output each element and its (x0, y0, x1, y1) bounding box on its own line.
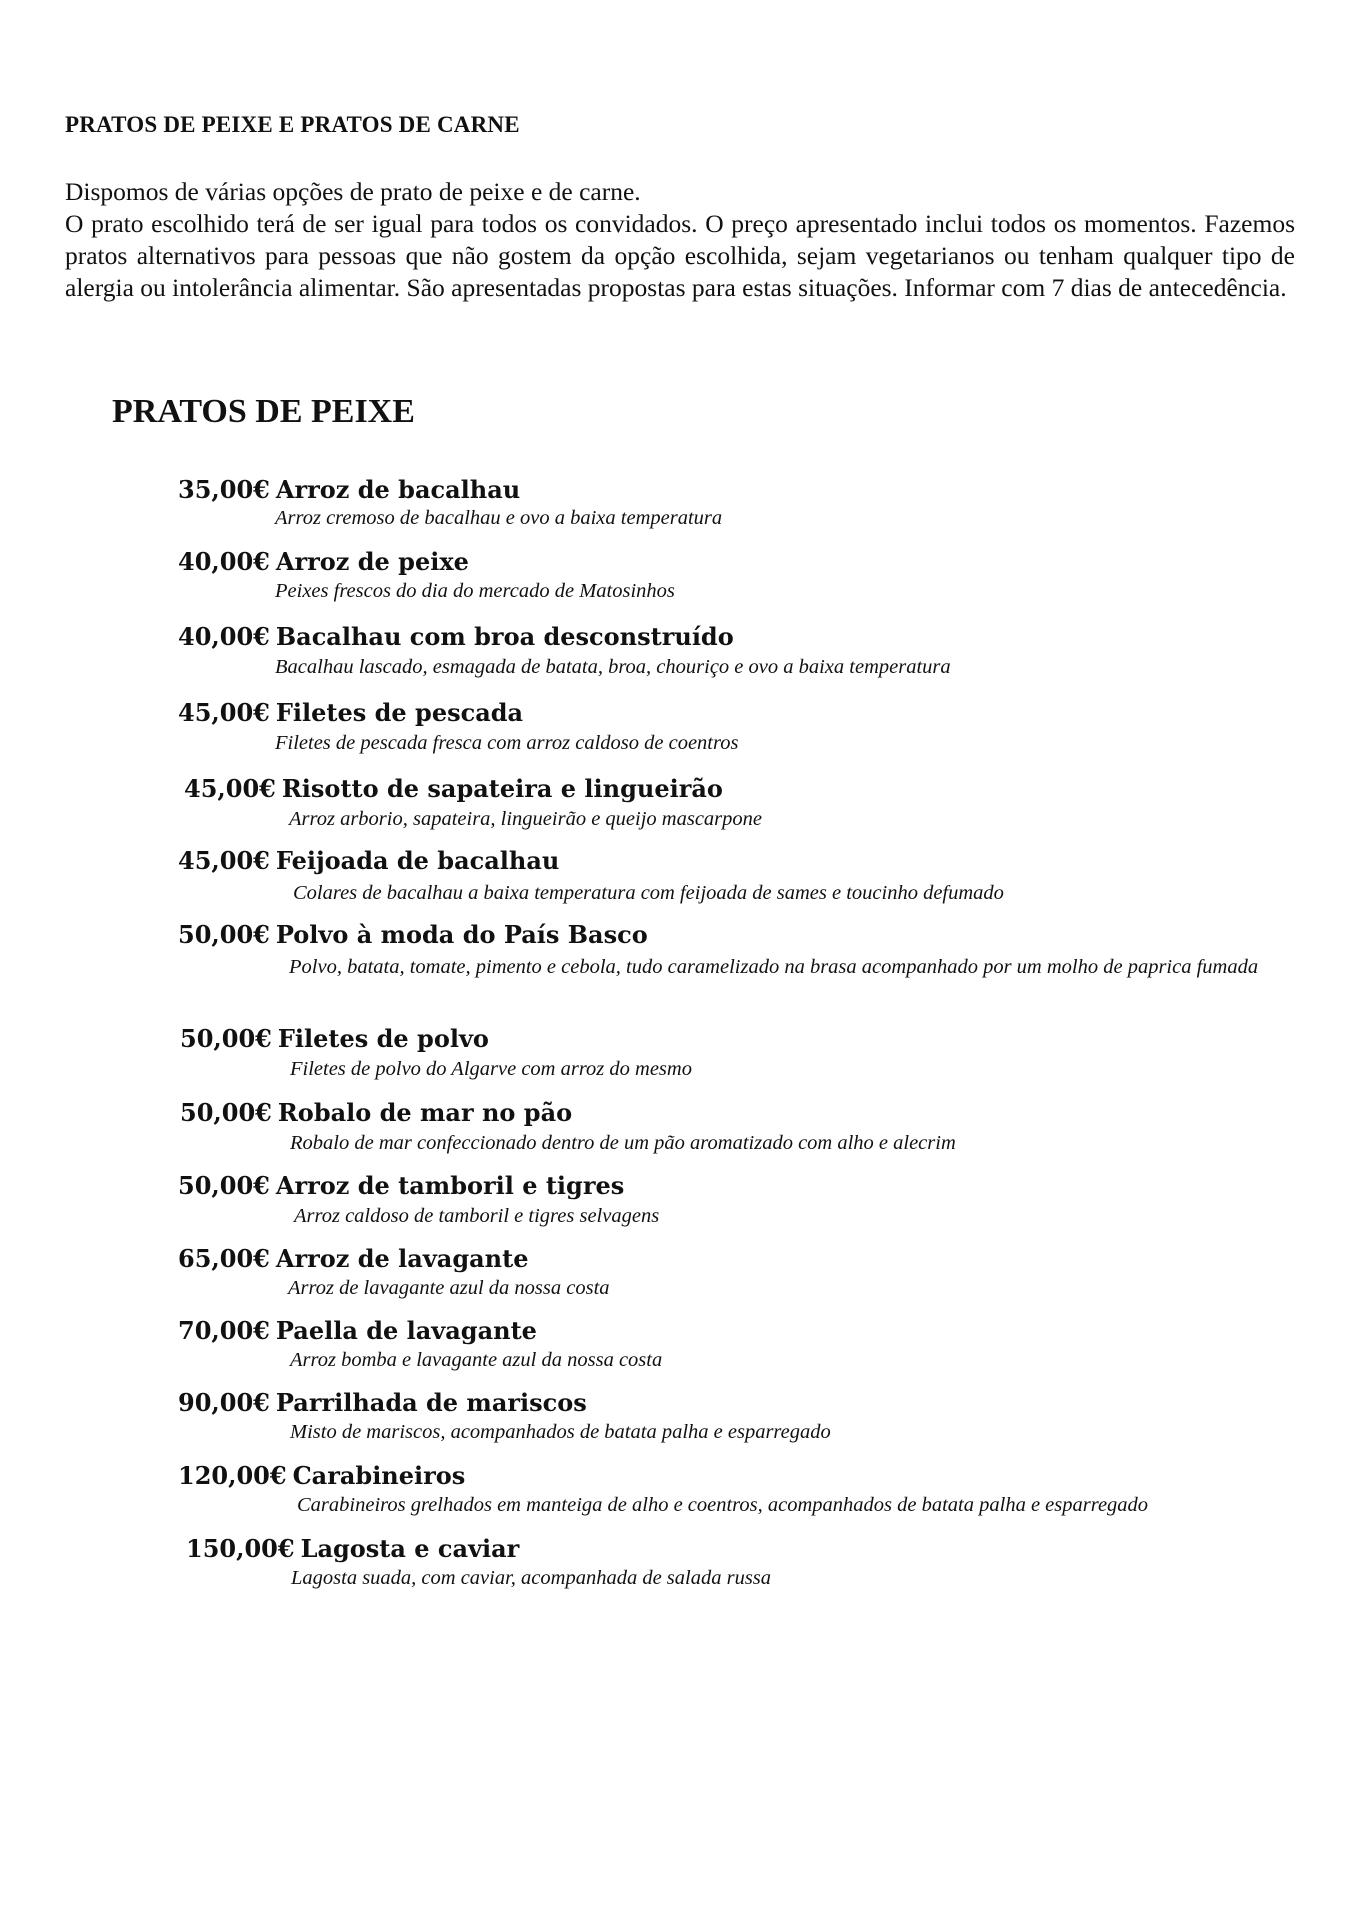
dish-name: Carabineiros (292, 1461, 466, 1490)
dish-price: 40,00€ (178, 547, 270, 576)
dish-description: Misto de mariscos, acompanhados de batata palha e esparregado (290, 1421, 831, 1443)
dish-title (178, 1316, 537, 1345)
dish-name: Bacalhau com broa desconstruído (275, 622, 734, 651)
dish-description: Arroz bomba e lavagante azul da nossa costa (290, 1349, 663, 1371)
intro-line: Dispomos de várias opções de prato de peixe e de carne. (65, 177, 641, 206)
document-heading: PRATOS DE PEIXE E PRATOS DE CARNE (65, 112, 520, 137)
dish-title (178, 1461, 465, 1490)
dish-description: Arroz cremoso de bacalhau e ovo a baixa temperatura (275, 507, 723, 529)
dish-title (178, 547, 469, 576)
dish-description: Filetes de pescada fresca com arroz caldoso de coentros (275, 732, 739, 754)
dish-price: 50,00€ (180, 1098, 272, 1127)
dish-title (178, 1388, 587, 1417)
dish-price: 50,00€ (180, 1024, 272, 1053)
dish-name: Paella de lavagante (275, 1316, 537, 1345)
dish-price: 45,00€ (184, 774, 276, 803)
dish-name: Risotto de sapateira e lingueirão (281, 774, 723, 803)
dish-title (178, 698, 523, 727)
dish-name: Polvo à moda do País Basco (275, 920, 648, 949)
dish-name: Parrilhada de mariscos (275, 1388, 587, 1417)
dish-description: Carabineiros grelhados em manteiga de alho e coentros, acompanhados de batata palha e esparregado (297, 1494, 1149, 1516)
dish-price: 45,00€ (178, 698, 270, 727)
dish-name: Filetes de polvo (277, 1024, 489, 1053)
dish-description: Arroz de lavagante azul da nossa costa (288, 1277, 610, 1299)
dish-price: 65,00€ (178, 1244, 270, 1273)
dish-name: Arroz de lavagante (275, 1244, 529, 1273)
dish-name: Arroz de tamboril e tigres (275, 1171, 625, 1200)
dish-price: 50,00€ (178, 1171, 270, 1200)
dish-description: Polvo, batata, tomate, pimento e cebola, tudo caramelizado na brasa acompanhado por um molho de paprica fumada (289, 956, 1259, 978)
dish-description: Arroz caldoso de tamboril e tigres selvagens (294, 1205, 660, 1227)
dish-description: Robalo de mar confeccionado dentro de um pão aromatizado com alho e alecrim (290, 1132, 956, 1154)
dish-name: Arroz de peixe (275, 547, 469, 576)
dish-price: 50,00€ (178, 920, 270, 949)
dish-title (180, 1098, 572, 1127)
dish-price: 70,00€ (178, 1316, 270, 1345)
dish-price: 40,00€ (178, 622, 270, 651)
dish-price: 120,00€ (178, 1461, 287, 1490)
dish-title (178, 846, 559, 875)
dish-name: Filetes de pescada (275, 698, 524, 727)
dish-name: Arroz de bacalhau (275, 475, 521, 504)
dish-title (178, 1244, 528, 1273)
dish-description: Peixes frescos do dia do mercado de Matosinhos (275, 580, 675, 602)
dish-title (180, 1024, 489, 1053)
dish-title (178, 622, 734, 651)
dish-description: Filetes de polvo do Algarve com arroz do mesmo (290, 1058, 692, 1080)
dish-price: 150,00€ (186, 1534, 295, 1563)
dish-description: Colares de bacalhau a baixa temperatura com feijoada de sames e toucinho defumado (293, 882, 1004, 904)
dish-name: Robalo de mar no pão (277, 1098, 573, 1127)
dish-title (178, 475, 520, 504)
dish-price: 35,00€ (178, 475, 270, 504)
dish-title (178, 1171, 624, 1200)
dish-description: Bacalhau lascado, esmagada de batata, broa, chouriço e ovo a baixa temperatura (275, 656, 951, 678)
fish-section-title: PRATOS DE PEIXE (112, 393, 415, 430)
intro-text (65, 176, 1295, 304)
dish-name: Feijoada de bacalhau (275, 846, 560, 875)
intro-paragraph: O prato escolhido terá de ser igual para todos os convidados. O preço apresentado inclui todos os momentos. Fazemos pratos alternativos para pessoas que não gostem da opção escolhida, sejam vegetarianos ou tenham qualquer tipo de alergia ou intolerância alimentar. São apresentadas propostas para estas situações. Informar com 7 dias de antecedência. (65, 209, 1295, 302)
dish-title (178, 920, 648, 949)
dish-price: 90,00€ (178, 1388, 270, 1417)
dish-name: Lagosta e caviar (300, 1534, 520, 1563)
dish-description: Lagosta suada, com caviar, acompanhada de salada russa (291, 1567, 772, 1589)
dish-title (186, 1534, 519, 1563)
dish-description: Arroz arborio, sapateira, lingueirão e queijo mascarpone (289, 808, 763, 830)
dish-title (184, 774, 723, 803)
dish-price: 45,00€ (178, 846, 270, 875)
